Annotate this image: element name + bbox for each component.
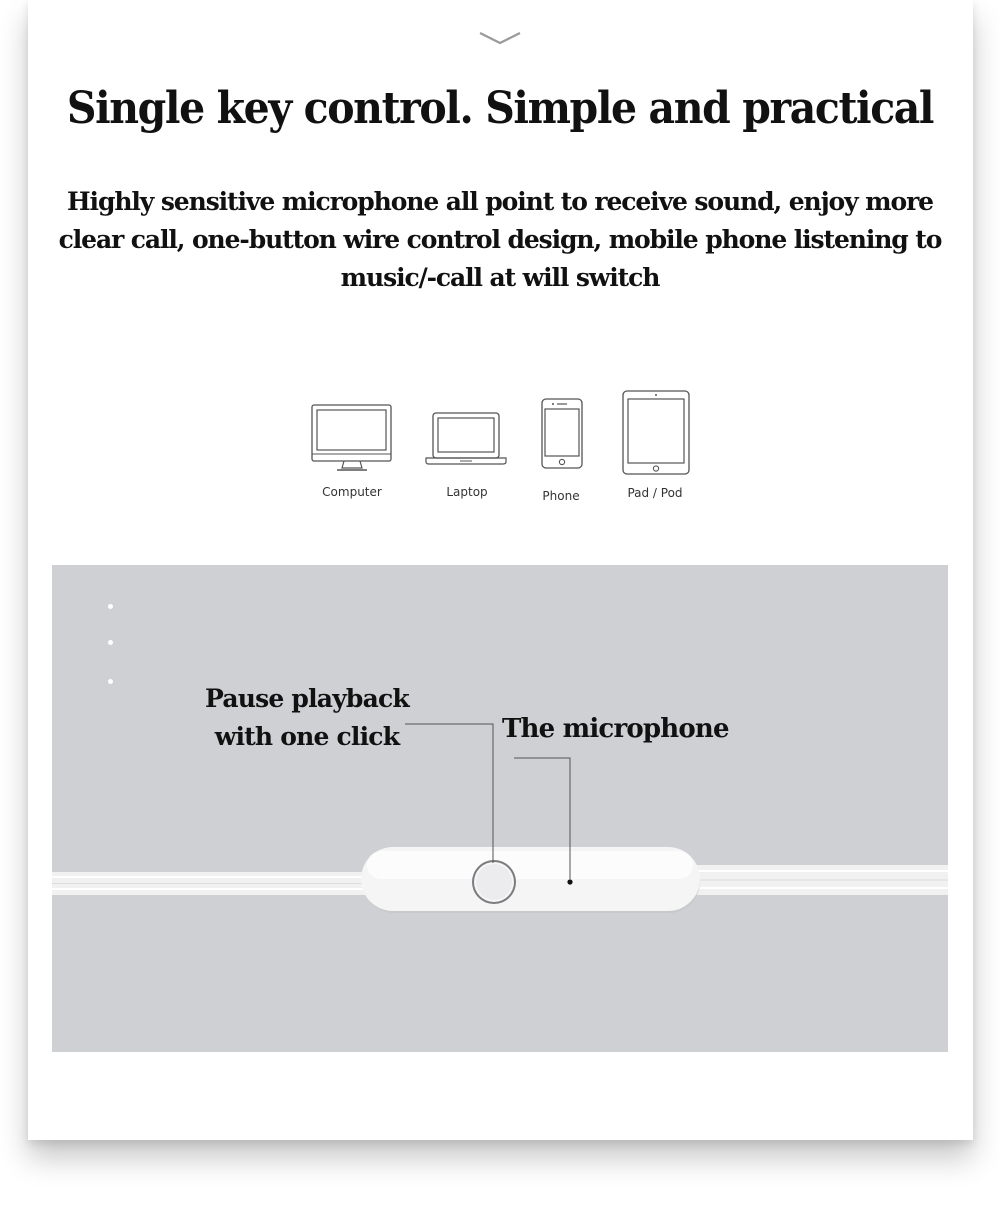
product-description: Highly sensitive microphone all point to receive sound, enjoy more clear call, one-button wire control design, mobile phone listening to music/-call at will switch bbox=[58, 187, 942, 292]
callout-microphone: The microphone bbox=[502, 714, 729, 744]
device-label: Laptop bbox=[446, 485, 488, 499]
callout-line: Pause playback bbox=[205, 684, 409, 713]
earphone-remote-illustration bbox=[52, 565, 948, 1052]
product-image-panel bbox=[52, 565, 948, 1052]
callout-pause-playback bbox=[202, 680, 412, 756]
callout-line: with one click bbox=[214, 722, 400, 751]
chevron-down-icon bbox=[478, 30, 522, 46]
device-label: Computer bbox=[322, 485, 382, 499]
tablet-icon bbox=[622, 390, 690, 476]
phone-icon bbox=[541, 398, 585, 470]
device-label: Phone bbox=[542, 489, 580, 503]
device-label: Pad / Pod bbox=[627, 486, 683, 500]
laptop-icon bbox=[425, 412, 507, 466]
desktop-computer-icon bbox=[311, 404, 393, 472]
page-title: Single key control. Simple and practical bbox=[66, 82, 934, 134]
